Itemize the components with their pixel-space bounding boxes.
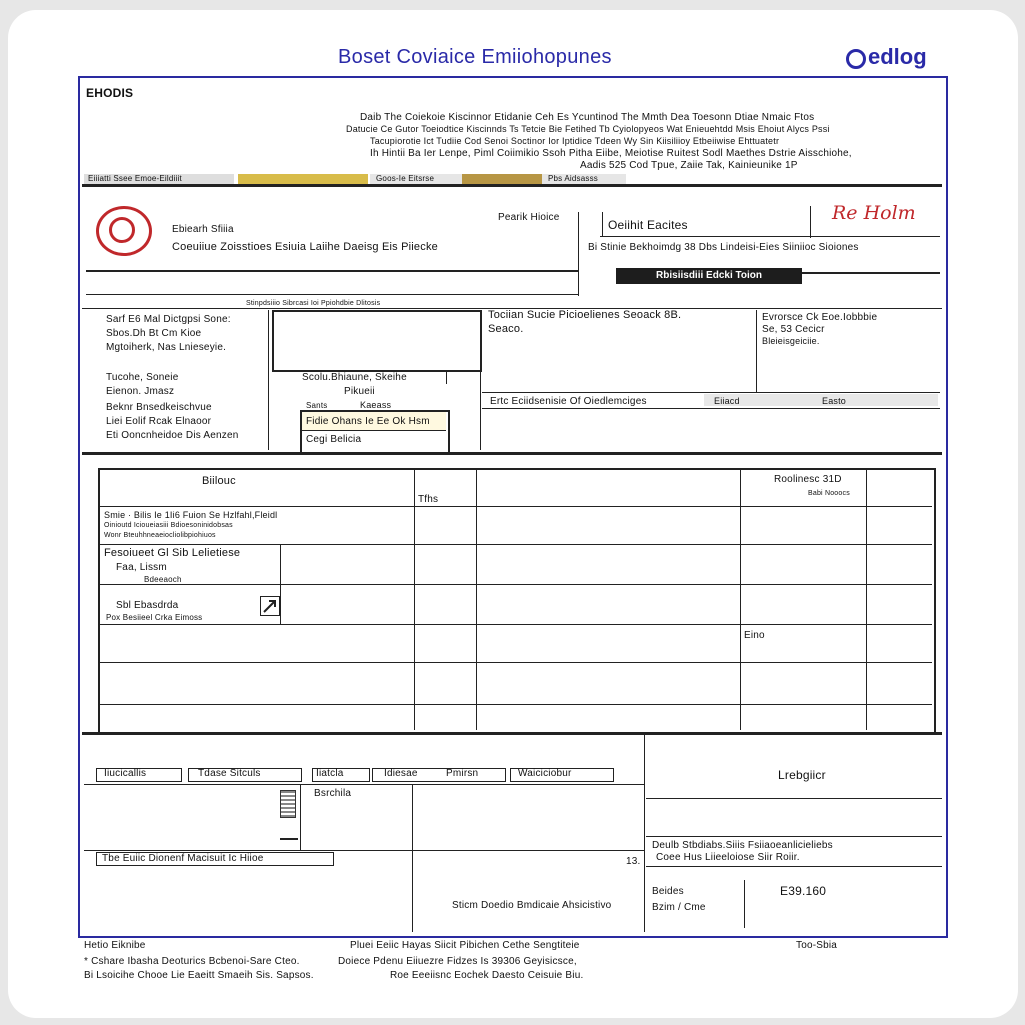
field-underline xyxy=(600,236,940,237)
field-divider xyxy=(602,212,603,236)
group2-line-2: Eienon. Jmasz xyxy=(106,386,175,397)
fine-center-2: Doiece Pdenu Eiiuezre Fidzes Is 39306 Geyisicsce, xyxy=(338,956,577,967)
right-box-divider xyxy=(756,310,757,392)
row-line-4 xyxy=(100,624,932,625)
center-small-right: Kaeass xyxy=(360,400,392,410)
fine-left-1: * Cshare Ibasha Deoturics Bcbenoi-Sare Cteo. xyxy=(84,956,300,967)
handle-base xyxy=(280,838,298,840)
signature: Re Holm xyxy=(832,202,916,224)
party-address-right: Bi Stinie Bekhoimdg 38 Dbs Lindeisi-Eies Siiniioc Sioiones xyxy=(588,242,859,253)
strip-label-2: Goos-Ie Eitsrse xyxy=(376,174,435,183)
footer-tab-4[interactable]: Idiesae xyxy=(384,768,418,779)
right-rule-3 xyxy=(646,866,942,867)
header-rule xyxy=(82,184,942,187)
total-label-1: Beides xyxy=(652,886,684,897)
center-heading: Scolu.Bhiaune, Skeihe xyxy=(302,372,407,383)
footer-tab-1[interactable]: Iiucicallis xyxy=(104,768,147,779)
right-rule-1 xyxy=(646,798,942,799)
fine-center-3: Roe Eeeiisnc Eochek Daesto Ceisuie Biu. xyxy=(390,970,584,981)
row1-line-2: Oinioutd Icioueiasiii Bdioesoninidobsas xyxy=(104,522,233,529)
party-address: Coeuiiue Zoisstioes Esiuia Laiihe Daeisg Eis Piiecke xyxy=(172,241,438,253)
items-header-right: Roolinesc 31D xyxy=(774,474,842,485)
doc-code: EHODIS xyxy=(86,86,134,100)
right-box-line-1: Evrorsce Ck Eoe.Iobbbie xyxy=(762,312,878,323)
row1-line-3: Wonr Bteuhhneaeiocliolibpiohiuos xyxy=(104,532,216,539)
party-divider xyxy=(578,212,579,296)
items-top-rule xyxy=(82,452,942,455)
strip-label-3: Pbs Aidsasss xyxy=(548,174,598,183)
row-line-1 xyxy=(100,506,932,507)
total-value: E39.160 xyxy=(780,884,827,898)
footer-mid-rule xyxy=(84,850,644,851)
footer-tab-6[interactable]: Waiciciobur xyxy=(518,768,572,779)
right-note-2: Coee Hus Liieeloiose Siir Roiir. xyxy=(656,852,800,863)
row3-title: Sbl Ebasdrda xyxy=(116,600,179,611)
col-line-1 xyxy=(414,470,415,730)
fine-left-head: Hetio Eiknibe xyxy=(84,940,146,951)
row-line-6 xyxy=(100,704,932,705)
row-line-2 xyxy=(100,544,932,545)
center-small-left: Sants xyxy=(306,401,328,410)
intro-line-1: Daib The Coiekoie Kiscinnor Etidanie Ceh Es Ycuntinod The Mmth Dea Toesonn Dtiae Nmaic Ftos xyxy=(360,112,815,123)
items-header-left: Biilouc xyxy=(202,475,236,487)
right-note-1: Deulb Stbdiabs.Siiis Fsiiaoeanlicieliebs xyxy=(652,840,833,851)
section-title: Rbisiisdiii Edcki Toion xyxy=(616,268,802,284)
num-mark: 13. xyxy=(626,856,641,867)
logo-mark-icon xyxy=(846,49,866,69)
right-box-line-2: Se, 53 Cecicr xyxy=(762,324,825,335)
row-line-3 xyxy=(100,584,932,585)
right-rule-2 xyxy=(646,836,942,837)
intro-line-2: Datucie Ce Gutor Toeiodtice Kiscinnds Ts Tetcie Bie Fetihed Tb Cyiolopyeos Wat Enieuehtdd Msis Ehoiut Alycs Pssi xyxy=(346,124,830,134)
stripe-top-rule xyxy=(482,392,940,393)
group2-line-4: Liei Eolif Rcak Elnaoor xyxy=(106,416,212,427)
right-box-line-3: Bleieisgeiciie. xyxy=(762,336,820,346)
small-caption: Stinpdsiiio Sibrcasi Ioi Ppiohdbie Dlitosis xyxy=(246,300,381,307)
intro-line-5: Aadis 525 Cod Tpue, Zaiie Tak, Kainieunike 1P xyxy=(580,160,798,171)
row3-sub: Pox Besiieel Crka Eimoss xyxy=(106,613,203,622)
logo-text: edlog xyxy=(868,44,927,69)
row-subcol-line xyxy=(280,544,281,624)
stripe-bottom-rule xyxy=(482,408,940,409)
bottom-caption: Sticm Doedio Bmdicaie Ahsicistivo xyxy=(452,900,612,911)
details-divider-1 xyxy=(268,310,269,450)
strip-seg-gold xyxy=(238,174,368,184)
total-divider xyxy=(744,880,745,928)
group2-line-5: Eti Ooncnheidoe Dis Aenzen xyxy=(106,430,239,441)
items-table xyxy=(98,468,936,734)
stripe-mid: Eiiacd xyxy=(714,396,740,406)
row-line-5 xyxy=(100,662,932,663)
col-line-2 xyxy=(476,470,477,730)
detail-line-1: Sarf E6 Mal Dictgpsi Sone: xyxy=(106,314,231,325)
row2-sub-2: Bdeeaoch xyxy=(144,575,182,584)
footer-top-rule xyxy=(82,732,942,735)
group2-line-1: Tucohe, Soneie xyxy=(106,372,179,383)
footer-tab-2[interactable]: Tdase Sitculs xyxy=(198,768,261,779)
row2-sub-1: Faa, Lissm xyxy=(116,562,167,573)
party-rule xyxy=(86,270,578,272)
center-label: Pearik Hioice xyxy=(498,212,560,223)
detail-line-3: Mgtoiherk, Nas Lnieseyie. xyxy=(106,342,227,353)
footer-divider-main xyxy=(644,734,645,932)
strip-seg-3 xyxy=(462,174,542,184)
footer-tab-rule xyxy=(84,784,644,785)
cell-value: Eino xyxy=(744,630,765,641)
fine-left-2: Bi Lsoicihe Chooe Lie Eaeitt Smaeih Sis. Sapsos. xyxy=(84,970,314,981)
big-label: Lrebgiicr xyxy=(778,768,826,782)
items-header-right-small: Babi Nooocs xyxy=(808,490,850,497)
fine-right-code: Too-Sbia xyxy=(796,940,838,951)
bottom-bar-label: Tbe Euiic Dionenf Macisuit Ic Hiioe xyxy=(102,853,264,864)
section-rule xyxy=(802,272,940,274)
arrow-check-icon xyxy=(261,597,279,615)
row2-title: Fesoiueet Gl Sib Lelietiese xyxy=(104,547,241,559)
field-label: Oeiihit Eacites xyxy=(608,218,688,232)
row3-checkbox[interactable] xyxy=(260,596,280,616)
total-label-2: Bzim / Cme xyxy=(652,902,706,913)
col-line-4 xyxy=(866,470,867,730)
intro-line-3: Tacupiorotie Ict Tudiie Cod Senoi Soctinor Ior Iptidice Tdeen Wy Sin Kiisiliioy Etbeiiwise Ehttuatetr xyxy=(370,136,780,146)
details-divider-2 xyxy=(480,310,481,450)
stripe-label: Ertc Eciidsenisie Of Oiedlemciges xyxy=(490,396,647,407)
input-1[interactable]: Fidie Ohans Ie Ee Ok Hsm xyxy=(306,416,430,427)
sig-divider xyxy=(810,206,811,238)
row1-line-1: Smie · Bilis Ie 1Ii6 Fuion Se Hzlfahl,Fleidl xyxy=(104,510,278,520)
items-header-tab: Tfhs xyxy=(418,494,439,505)
party-rule-2 xyxy=(86,294,578,295)
detail-line-2: Sbos.Dh Bt Cm Kioe xyxy=(106,328,202,339)
stripe-right: Easto xyxy=(822,396,847,406)
footer-subdivider-2 xyxy=(412,784,413,932)
center-sub: Pikueii xyxy=(344,386,375,397)
right-heading: Tociian Sucie Picioelienes Seoack 8B. xyxy=(488,309,682,321)
strip-label-1: Eiiiatti Ssee Emoe-Eildiiit xyxy=(88,174,182,183)
input-sep xyxy=(302,430,446,431)
col-line-3 xyxy=(740,470,741,730)
scroll-handle[interactable] xyxy=(280,790,296,818)
footer-tab-5[interactable]: Pmirsn xyxy=(446,768,479,779)
group2-line-3: Beknr Bnsedkeischvue xyxy=(106,402,212,413)
footer-tab-3[interactable]: Iiatcla xyxy=(316,768,344,779)
footer-subdivider-1 xyxy=(300,784,301,850)
footer-sublabel: Bsrchila xyxy=(314,788,352,799)
input-2[interactable]: Cegi Belicia xyxy=(306,434,362,445)
center-heading-tick xyxy=(446,372,447,384)
intro-line-4: Ih Hintii Ba Ier Lenpe, Piml Coiimikio Ssoh Pitha Eiibe, Meiotise Ruitest Sodl Maethes Dstrie Aisschiohe, xyxy=(370,148,852,159)
right-heading-2: Seaco. xyxy=(488,323,524,335)
company-logo xyxy=(846,44,927,70)
detail-input-box[interactable] xyxy=(272,310,482,372)
fine-center-1: Pluei Eeiic Hayas Siicit Pibichen Cethe Sengtiteie xyxy=(350,940,580,951)
party-name: Ebiearh Sfiiia xyxy=(172,224,234,235)
document-title: Boset Coviaice Emiiohopunes xyxy=(338,46,612,68)
seal-stamp xyxy=(96,206,152,256)
